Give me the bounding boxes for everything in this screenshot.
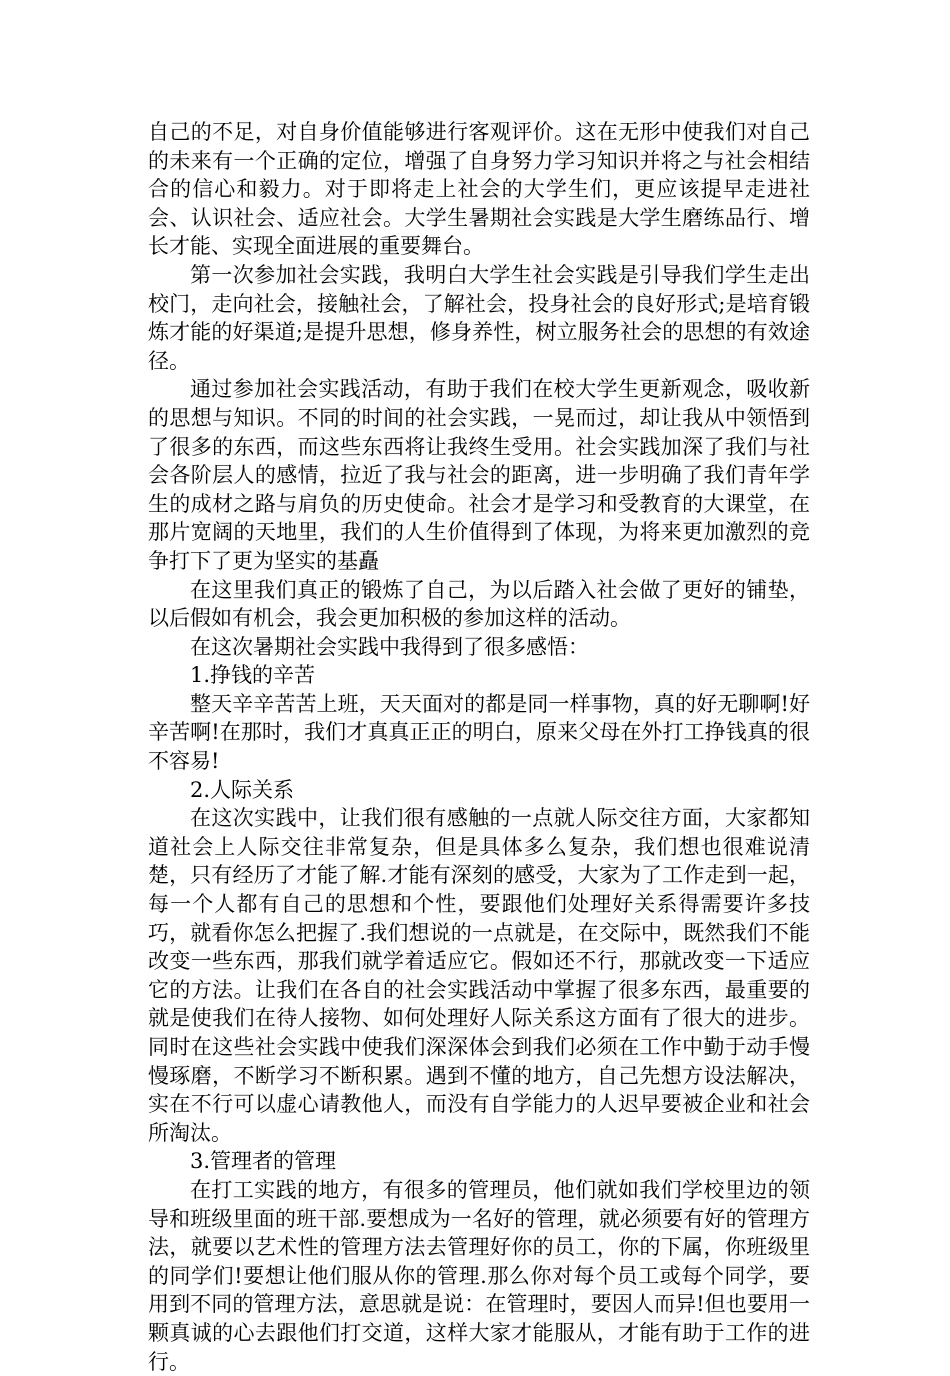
document-body <box>148 118 810 1376</box>
paragraph-relationships: 在这次实践中，让我们很有感触的一点就人际交往方面，大家都知道社会上人际交往非常复杂，但是具体多么复杂，我们想也很难说清楚，只有经历了才能了解.才能有深刻的感受，大家为了工作走到一起，每一个人都有自己的思想和个性，要跟他们处理好关系得需要许多技巧，就看你怎么把握了.我们想说的一点就是，在交际中，既然我们不能改变一些东西，那我们就学着适应它。假如还不行，那就改变一下适应它的方法。让我们在各自的社会实践活动中掌握了很多东西，最重要的就是使我们在待人接物、如何处理好人际关系这方面有了很大的进步。同时在这些社会实践中使我们深深体会到我们必须在工作中勤于动手慢慢琢磨，不断学习不断积累。遇到不懂的地方，自己先想方设法解决，实在不行可以虚心请教他人，而没有自学能力的人迟早要被企业和社会所淘汰。 <box>148 806 810 1145</box>
section-heading-management: 3.管理者的管理 <box>190 1149 337 1174</box>
paragraph-practice-benefits: 通过参加社会实践活动，有助于我们在校大学生更新观念，吸收新的思想与知识。不同的时间的社会实践，一晃而过，却让我从中领悟到了很多的东西，而这些东西将让我终生受用。社会实践加深了我们与社会各阶层人的感情，拉近了我与社会的距离，进一步明确了我们青年学生的成材之路与肩负的历史使命。社会才是学习和受教育的大课堂，在那片宽阔的天地里，我们的人生价值得到了体现，为将来更加激烈的竞争打下了更为坚实的基矗 <box>148 377 810 573</box>
section-heading-relationships: 2.人际关系 <box>190 777 295 802</box>
section-heading-earning-money: 1.挣钱的辛苦 <box>190 663 316 688</box>
paragraph-self-improvement: 在这里我们真正的锻炼了自己，为以后踏入社会做了更好的铺垫，以后假如有机会，我会更加积极的参加这样的活动。 <box>148 577 810 631</box>
paragraph-insights-intro: 在这次暑期社会实践中我得到了很多感悟： <box>190 634 589 659</box>
paragraph-intro-continuation: 自己的不足，对自身价值能够进行客观评价。这在无形中使我们对自己的未来有一个正确的定位，增强了自身努力学习知识并将之与社会相结合的信心和毅力。对于即将走上社会的大学生们，更应该提早走进社会、认识社会、适应社会。大学生暑期社会实践是大学生磨练品行、增长才能、实现全面进展的重要舞台。 <box>148 120 810 259</box>
paragraph-first-practice: 第一次参加社会实践，我明白大学生社会实践是引导我们学生走出校门，走向社会，接触社会，了解社会，投身社会的良好形式;是培育锻炼才能的好渠道;是提升思想，修身养性，树立服务社会的思想的有效途径。 <box>148 262 810 373</box>
paragraph-management: 在打工实践的地方，有很多的管理员，他们就如我们学校里边的领导和班级里面的班干部.要想成为一名好的管理，就必须要有好的管理方法，就要以艺术性的管理方法去管理好你的员工，你的下属，你班级里的同学们!要想让他们服从你的管理.那么你对每个员工或每个同学，要用到不同的管理方法，意思就是说：在管理时，要因人而异!但也要用一颗真诚的心去跟他们打交道，这样大家才能服从，才能有助于工作的进行。 <box>148 1177 810 1374</box>
paragraph-earning-money: 整天辛辛苦苦上班，天天面对的都是同一样事物，真的好无聊啊!好辛苦啊!在那时，我们才真真正正的明白，原来父母在外打工挣钱真的很不容易! <box>148 691 810 774</box>
